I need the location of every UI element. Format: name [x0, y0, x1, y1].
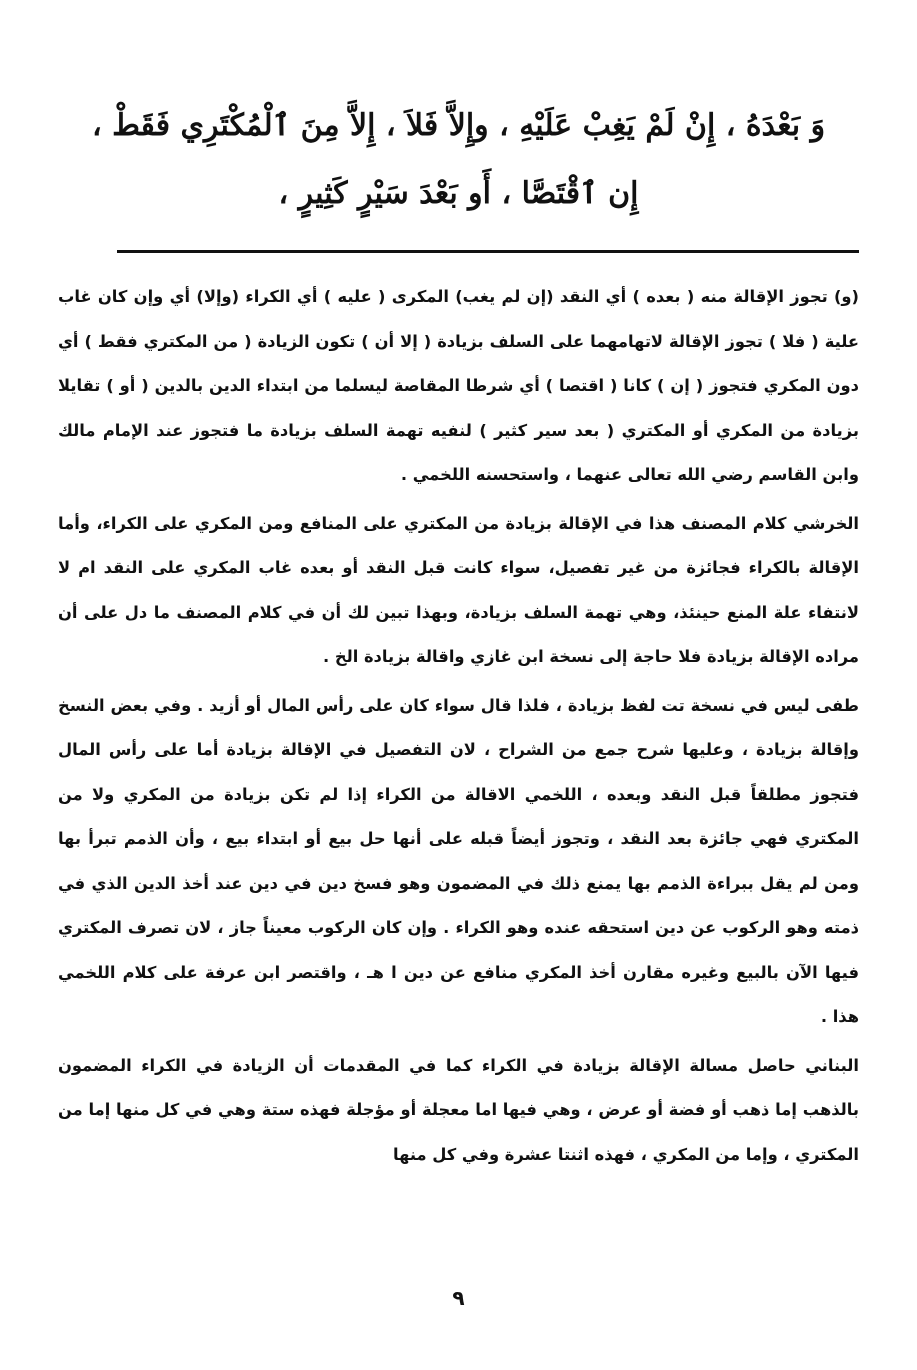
- page-number: ٩: [452, 1286, 465, 1310]
- matn-line-1: وَ بَعْدَهُ ، إِنْ لَمْ يَغِبْ عَلَيْهِ ، وإِلاَّ فَلاَ ، إِلاَّ مِنَ ٱلْمُكْتَرِي فَقَطْ ،: [91, 108, 826, 143]
- commentary-paragraph-1: (و) تجوز الإقالة منه ( بعده ) أي النقد (إن لم يغب) المكرى ( عليه ) أي الكراء (وإلا) أي وإن كان غاب علية ( فلا ) تجوز الإقالة لاتهامهما على السلف بزيادة ( إلا أن ) تكون الزيادة ( من المكتري فقط ) أي دون المكري فتجوز ( إن ) كانا ( اقتصا ) أي شرطا المقاصة ليسلما من ابتداء الدين بالدين ( أو ) تقايلا بزيادة من المكري أو المكتري ( بعد سير كثير ) لنفيه تهمة السلف بزيادة ما فتجوز عند الإمام مالك وابن القاسم رضي الله تعالى عنهما ، واستحسنه اللخمي .: [58, 287, 859, 484]
- matn-line-2: إِن ٱقْتَصَّا ، أَو بَعْدَ سَيْرٍ كَثِيرٍ ،: [278, 176, 639, 211]
- commentary: [58, 275, 859, 1177]
- matn-text: [58, 92, 859, 228]
- commentary-paragraph-4: البناني حاصل مسالة الإقالة بزيادة في الكراء كما في المقدمات أن الزيادة في الكراء المضمون بالذهب إما ذهب أو فضة أو عرض ، وهي فيها اما معجلة أو مؤجلة فهذه ستة وهي في كل منها إما من المكتري ، وإما من المكري ، فهذه اثنتا عشرة وفي كل منها: [58, 1055, 859, 1164]
- commentary-paragraph-3: طفى ليس في نسخة تت لفظ بزيادة ، فلذا قال سواء كان على رأس المال أو أزيد . وفي بعض النسخ وإقالة بزيادة ، وعليها شرح جمع من الشراح ، لان التفصيل في الإقالة بزيادة أما على رأس المال فتجوز مطلقاً قبل النقد وبعده ، اللخمي الاقالة من الكراء إذا لم تكن بزيادة من المكري ولا من المكتري فهي جائزة بعد النقد ، وتجوز أيضاً قبله على أنها حل بيع أو ابتداء بيع ، وأن الذمم تبرأ بها ومن لم يقل ببراءة الذمم بها يمنع ذلك في المضمون وهو فسخ دين في دين عند أخذ الدين الذي في ذمته وهو الركوب عن دين استحقه عنده وهو الكراء . وإن كان الركوب معيناً جاز ، لان تصرف المكتري فيها الآن بالبيع وغيره مقارن أخذ المكري منافع عن دين ا هـ ، واقتصر ابن عرفة على كلام اللخمي هذا .: [58, 695, 859, 1026]
- commentary-paragraph-2: الخرشي كلام المصنف هذا في الإقالة بزيادة من المكتري على المنافع ومن المكري على الكراء، وأما الإقالة بالكراء فجائزة من غير تفصيل، سواء كانت قبل النقد أو بعده غاب المكري على النقد ام لا لانتفاء علة المنع حينئذ، وهي تهمة السلف بزيادة، وبهذا تبين لك أن في كلام المصنف ما دل على أن مراده الإقالة بزيادة فلا حاجة إلى نسخة ابن غازي واقالة بزيادة الخ .: [58, 513, 859, 666]
- separator-rule: [117, 250, 859, 253]
